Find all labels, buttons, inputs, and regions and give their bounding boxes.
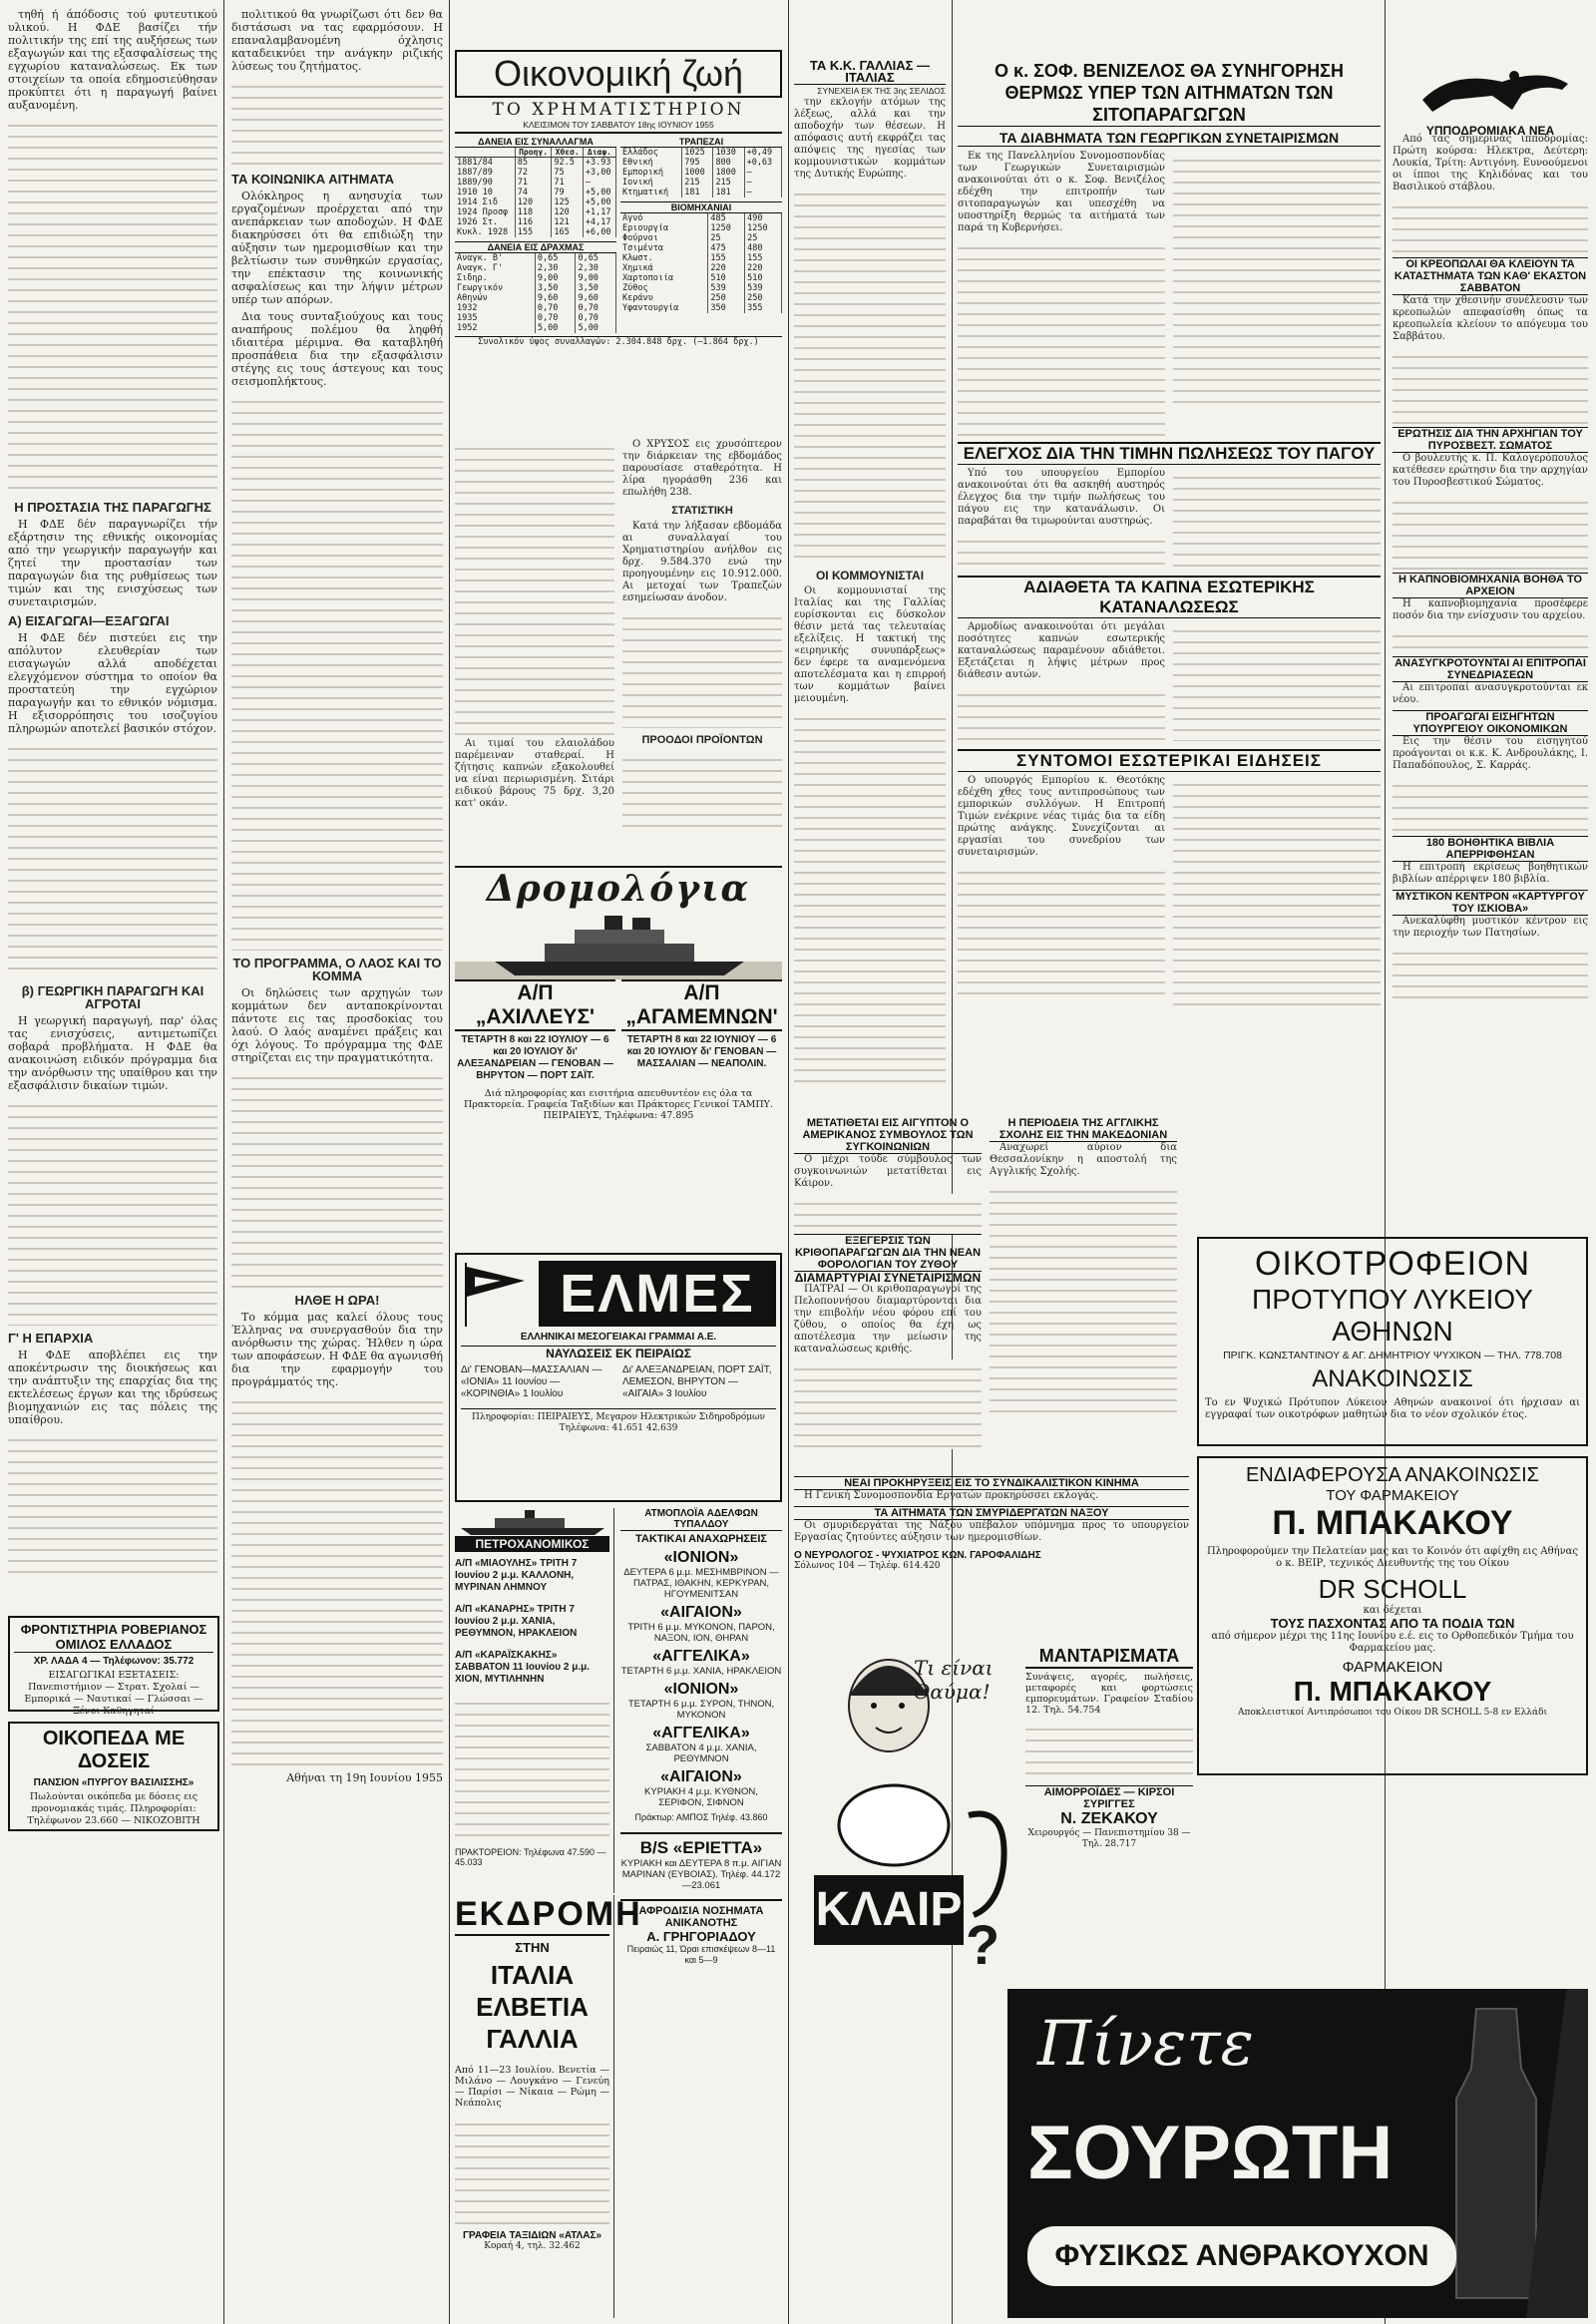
agent-info: Πληροφορίαι: ΠΕΙΡΑΙΕΥΣ, Μεγαρον Ηλεκτρικών Σιδηροδρόμων Τηλέφωνα: 41.651 42.639 xyxy=(461,1408,776,1434)
article-headline: Η ΚΑΠΝΟΒΙΟΜΗΧΑΝΙΑ ΒΟΗΘΑ ΤΟ ΑΡΧΕΙΟΝ xyxy=(1393,573,1588,598)
table-row: Κεράνυ 250 250 xyxy=(620,293,782,303)
article-text: Η επιτροπή εκρίσεως βοηθητικών βιβλίων απέρριψεν 180 βιβλία. xyxy=(1393,862,1588,885)
ship-name: «ΙΟΝΙΟΝ» xyxy=(663,1549,739,1566)
table-row: 1914 Σιδ 120 125 +5,00 xyxy=(455,197,616,207)
table-row: Ιονική 215 215 — xyxy=(620,178,782,188)
article-headline: ΟΙ ΚΡΕΟΠΩΛΑΙ ΘΑ ΚΛΕΙΟΥΝ ΤΑ ΚΑΤΑΣΤΗΜΑΤΑ ΤΩΝ ΚΑΘ' ΕΚΑΣΤΟΝ ΣΑΒΒΑΤΟΝ xyxy=(1394,258,1587,294)
ship-schedule: ΤΕΤΑΡΤΗ 6 μ.μ. ΣΥΡΟΝ, ΤΗΝΟΝ, ΜΥΚΟΝΟΝ xyxy=(627,1699,775,1721)
column-rule xyxy=(788,0,789,2324)
company-name: ΠΕΤΡΟΧΑΝΟΜΙΚΟΣ xyxy=(455,1536,609,1552)
table-row: 1889/90 71 71 — xyxy=(455,178,616,188)
article-heading: β) ΓΕΩΡΓΙΚΗ ΠΑΡΑΓΩΓΗ ΚΑΙ ΑΓΡΟΤΑΙ xyxy=(21,983,204,1011)
article-heading: ΗΛΘΕ Η ΩΡΑ! xyxy=(294,1293,380,1308)
article-heading: ΤΑ Κ.Κ. ΓΑΛΛΙΑΣ — ΙΤΑΛΙΑΣ xyxy=(794,60,946,85)
article-heading: ΤΑ ΚΟΙΝΩΝΙΚΑ ΑΙΤΗΜΑΤΑ xyxy=(231,172,395,187)
ad-body: από σήμερον μέχρι της 11ης Ιουνίου ε.έ. εις το Ορθοπεδικόν Τμήμα του Φαρμακείου μας. xyxy=(1211,1631,1574,1654)
pharmacy-name: Π. ΜΠΑΚΑΚΟΥ xyxy=(1293,1676,1492,1707)
finance-section xyxy=(455,50,782,429)
ad-slogan: Πίνετε xyxy=(1037,2007,1254,2080)
article-text: Η καπνοβιομηχανία προσέφερε ποσόν δια την ενίσχυσιν του αρχείου. xyxy=(1393,598,1588,621)
article-headline: ΑΔΙΑΘΕΤΑ ΤΑ ΚΑΠΝΑ ΕΣΩΤΕΡΙΚΗΣ ΚΑΤΑΝΑΛΩΣΕΩΣ xyxy=(958,576,1381,618)
article-text: Κατά την χθεσινήν συνέλευσιν των κρεοπωλών απεφασίσθη όπως τα κρεοπωλεία κλείουν το απόγευμα του Σαββάτου. xyxy=(1393,295,1588,342)
article-text: Αι επιτροπαί ανασυγκροτούνται εκ νέου. xyxy=(1393,682,1588,705)
ad-title: ΑΦΡΟΔΙΣΙΑ ΝΟΣΗΜΑΤΑ ΑΝΙΚΑΝΟΤΗΣ xyxy=(620,1899,782,1929)
ship-illustration xyxy=(455,910,782,979)
column-header xyxy=(455,148,515,158)
ad-title: ΜΑΝΤΑΡΙΣΜΑΤΑ xyxy=(1025,1646,1193,1669)
elmes-logo: ΕΛΜΕΣ xyxy=(539,1261,776,1327)
column-header: Διαφ. xyxy=(583,148,615,158)
text-block xyxy=(8,1430,217,1580)
article-text: Η ΦΔΕ αποβλέπει εις την αποκέντρωσιν της διοικήσεως και την ανάπτυξιν της επαρχίας δια της εκτελέσεως έργων και της ιδρύσεως βιομηχανιών εις τας πόλεις της υπαίθρου. xyxy=(8,1349,217,1426)
agent-info: Πράκτωρ: ΑΜΠΟΣ Τηλέφ. 43.860 xyxy=(634,1812,768,1822)
ship-schedule: Α/Π «ΚΑΡΑΪΣΚΑΚΗΣ» ΣΑΒΒΑΤΟΝ 11 Ιουνίου 2 μ.μ. ΧΙΟΝ, ΜΥΤΙΛΗΝΗΝ xyxy=(455,1650,590,1685)
article-text: Οι κομμουνισταί της Ιταλίας και της Γαλλίας ευρίσκονται εις δύσκολον θέσιν μετά τας τελευταίας εξελίξεις. Η τακτική της «ειρηνικής συνυπάρξεως» δεν έφερε τα αναμενόμενα αποτελέσματα και η επιρροή των κομμάτων βαίνει μειουμένη. xyxy=(794,585,946,704)
table-row: 1924 Προσφ 118 120 +1,17 xyxy=(455,207,616,217)
text-block xyxy=(622,750,782,830)
text-block xyxy=(958,685,1165,745)
shipping-section xyxy=(455,866,782,1247)
table-heading: ΔΑΝΕΙΑ ΕΙΣ ΣΥΝΑΛΛΑΓΜΑ xyxy=(455,137,616,148)
text-block xyxy=(794,709,946,1088)
text-block xyxy=(622,608,782,728)
article-text: ΠΑΤΡΑΙ — Οι κριθοπαραγωγοί της Πελοποννήσου διαμαρτύρονται δια την επιβολήν νέου φόρου επί του ζύθου, ο οποίος θα έχη ως αποτέλεσμα την μείωσιν της καταναλώσεως κριθής. xyxy=(794,1284,982,1355)
doctor-address: Σόλωνος 104 — Τηλέφ. 614.420 xyxy=(794,1561,941,1571)
klair-ad xyxy=(794,1646,1017,1985)
pharmacy-name: Π. ΜΠΑΚΑΚΟΥ xyxy=(1272,1504,1513,1542)
text-block xyxy=(231,392,443,951)
table-row: Τσιμέντα 475 480 xyxy=(620,243,782,253)
banks-table xyxy=(620,148,782,197)
ship-schedule: ΤΡΙΤΗ 6 μ.μ. ΜΥΚΟΝΟΝ, ΠΑΡΟΝ, ΝΑΞΟΝ, ΙΟΝ, ΘΗΡΑΝ xyxy=(627,1622,775,1644)
column-rule xyxy=(223,0,224,2324)
text-block xyxy=(958,863,1165,1002)
article-text: την εκλογήν ατόμων της λέξεως, αλλά και την αποδοχήν των θέσεων. Η απόφασις αυτή εκφράζει τας απόψεις της ηγεσίας των κομμουνιστικών κομμάτων της Δυτικής Ευρώπης. xyxy=(794,97,946,180)
text-block xyxy=(958,238,1165,438)
ad-text: και δέχεται xyxy=(1363,1605,1422,1616)
text-block xyxy=(455,1694,609,1843)
ad-title: ΟΙΚΟΠΕΔΑ ΜΕ ΔΟΣΕΙΣ xyxy=(42,1728,186,1772)
text-block xyxy=(1393,944,1588,1003)
ad-text: ΦΑΡΜΑΚΕΙΟΝ xyxy=(1342,1659,1443,1676)
agent-address: Κοραή 4, τηλ. 32.462 xyxy=(484,2241,581,2251)
article-text: Η Γενική Συνομοσπονδία Εργατών προκηρύσσει εκλογάς. xyxy=(804,1490,1099,1501)
ship-schedule: ΔΕΥΤΕΡΑ 6 μ.μ. ΜΕΣΗΜΒΡΙΝΟΝ — ΠΑΤΡΑΣ, ΙΘΑΚΗΝ, ΚΕΡΚΥΡΑΝ, ΗΓΟΥΜΕΝΙΤΣΑΝ xyxy=(623,1567,779,1600)
itinerary: Από 11—23 Ιουλίου. Βενετία — Μιλάνο — Λουγκάνο — Γενεύη — Παρίσι — Νίκαια — Ρώμη — Νεάπολις xyxy=(455,2065,609,2109)
article-text: Εκ της Πανελληνίου Συνομοσπονδίας των Γεωργικών Συνεταιρισμών ανακοινούται ότι ο κ. Σοφ. Βενιζέλος εδέχθη την επιτροπήν των σιτοπαραγωγών και υπεσχέθη να υποστηρίξη θερμώς τα αιτήματά των παρά τη Κυβερνήσει. xyxy=(958,151,1165,233)
table-row: Ζύθος 539 539 xyxy=(620,283,782,293)
ad-heading: ΑΝΑΚΟΙΝΩΣΙΣ xyxy=(1312,1365,1473,1392)
article-subheadline: ΤΑ ΔΙΑΒΗΜΑΤΑ ΤΩΝ ΓΕΩΡΓΙΚΩΝ ΣΥΝΕΤΑΙΡΙΣΜΩΝ xyxy=(958,130,1381,147)
article-heading: ΠΡΟΟΔΟΙ ΠΡΟΪΟΝΤΩΝ xyxy=(641,734,763,746)
ship-schedule: ΤΕΤΑΡΤΗ 8 και 22 ΙΟΥΝΙΟΥ — 6 και 20 ΙΟΥΛΙΟΥ δι' ΓΕΝΟΒΑΝ — ΜΑΣΣΑΛΙΑΝ — ΝΕΑΠΟΛΙΝ. xyxy=(626,1034,777,1069)
table-row: Κλωστ. 155 155 xyxy=(620,253,782,263)
article-headline: 180 ΒΟΗΘΗΤΙΚΑ ΒΙΒΛΙΑ ΑΠΕΡΡΙΦΘΗΣΑΝ xyxy=(1393,836,1588,862)
mandarismata-ad xyxy=(1025,1646,1193,1985)
article-headline: ΤΑ ΑΙΤΗΜΑΤΑ ΤΩΝ ΣΜΥΡΙΔΕΡΓΑΤΩΝ ΝΑΞΟΥ xyxy=(794,1506,1189,1520)
text-block xyxy=(794,185,946,564)
article-text: Αναχωρεί αύριον δια Θεσσαλονίκην η αποστολή της Αγγλικής Σχολής. xyxy=(990,1142,1177,1177)
text-block xyxy=(1173,621,1381,741)
column-2 xyxy=(231,8,443,1803)
racing-logo xyxy=(1393,60,1588,138)
ad-body: Πληροφορούμεν την Πελατείαν μας και το Κοινόν ότι αφίχθη εις Αθήνας ο κ. ΒΕΙΡ, τεχνικός Διευθυντής της του Οίκου xyxy=(1206,1546,1579,1569)
table-row: 1935 0,70 0,70 xyxy=(455,313,616,323)
table-row: 1910 10 74 79 +5,00 xyxy=(455,188,616,197)
company-name: ΑΤΜΟΠΛΟΪΑ ΑΔΕΛΦΩΝ ΤΥΠΑΛΔΟΥ xyxy=(620,1508,782,1531)
article-text: Ολόκληρος η ανησυχία των εργαζομένων προέρχεται από την ανεπάρκειαν των αποδοχών. Η ΦΔΕ διακηρύσσει ότι θα επιδιώξη την αύξησιν των ημερομισθίων και την βελτίωσιν των συνθηκών εργασίας, την επέκτασιν της κοινωνικής ασφαλίσεως και την λήψιν μέτρων υπέρ των απόρων. xyxy=(231,190,443,306)
petrochanomikos-ad xyxy=(455,1508,614,1893)
ad-title: ΕΚΔΡΟΜΗ xyxy=(455,1895,609,1936)
loans-table xyxy=(455,148,616,237)
ad-body: Το εν Ψυχικώ Πρότυπον Λύκειον Αθηνών ανακοινοί ότι ήρχισαν αι εγγραφαί των οικοτρόφων μαθητών δια το νέον σχολικόν έτος. xyxy=(1205,1397,1580,1420)
ad-footnote: Αποκλειστικοί Αντιπρόσωποι του Οίκου DR SCHOLL 5-8 εν Ελλάδι xyxy=(1237,1708,1548,1718)
section-title: ΥΠΠΟΔΡΟΜΙΑΚΑ ΝΕΑ xyxy=(1425,124,1555,138)
article-text: Αι τιμαί του ελαιολάδου παρέμειναν σταθεραί. Η ζήτησις καπνών εξακολουθεί να είναι περιωρισμένη. Σιτάρι ειδικού βάρους 75 δρχ. 3,20 κατ' οκάν. xyxy=(455,738,614,809)
article-date: Αθήναι τη 19η Ιουνίου 1955 xyxy=(286,1771,443,1784)
text-block xyxy=(1025,1720,1193,1779)
doctor-address: Πειραιώς 11, Ώραι επισκέψεων 8—11 και 5—9 xyxy=(626,1944,776,1965)
ship-name: Α/Π „ΑΧΙΛΛΕΥΣ' xyxy=(455,979,615,1031)
ship-schedule: Α/Π «ΚΑΝΑΡΗΣ» ΤΡΙΤΗ 7 Ιουνίου 2 μ.μ. ΧΑΝΙΑ, ΡΕΘΥΜΝΟΝ, ΗΡΑΚΛΕΙΟΝ xyxy=(455,1604,578,1639)
ship-name: «ΙΟΝΙΟΝ» xyxy=(663,1681,739,1698)
ad-text: ΤΟΥΣ ΠΑΣΧΟΝΤΑΣ ΑΠΟ ΤΑ ΠΟΔΙΑ ΤΩΝ xyxy=(1270,1616,1515,1631)
text-block xyxy=(958,532,1165,572)
company-name: ΕΛΛΗΝΙΚΑΙ ΜΕΣΟΓΕΙΑΚΑΙ ΓΡΑΜΜΑΙ Α.Ε. xyxy=(520,1332,717,1343)
column-4-bottom xyxy=(794,1476,1189,1636)
ship-name: «ΑΓΓΕΛΙΚΑ» xyxy=(652,1648,750,1665)
article-headline: Ο κ. ΣΟΦ. ΒΕΝΙΖΕΛΟΣ ΘΑ ΣΥΝΗΓΟΡΗΣΗ ΘΕΡΜΩΣ ΥΠΕΡ ΤΩΝ ΑΙΤΗΜΑΤΩΝ ΤΩΝ ΣΙΤΟΠΑΡΑΓΩΓΩΝ xyxy=(958,60,1381,127)
column-5 xyxy=(1393,134,1588,1031)
article-subheadline: ΔΙΑΜΑΡΤΥΡΙΑΙ ΣΥΝΕΤΑΙΡΙΣΜΩΝ xyxy=(794,1271,982,1285)
column-rule xyxy=(1385,0,1386,2324)
ad-subtitle: ΠΡΟΤΥΠΟΥ ΛΥΚΕΙΟΥ ΑΘΗΝΩΝ xyxy=(1252,1284,1533,1347)
table-row: Αγνό 485 490 xyxy=(620,213,782,223)
ad-address: ΠΡΙΓΚ. ΚΩΝΣΤΑΝΤΙΝΟΥ & ΑΓ. ΔΗΜΗΤΡΙΟΥ ΨΥΧΙΚΟΝ — ΤΗΛ. 778.708 xyxy=(1223,1350,1562,1361)
text-block xyxy=(1393,347,1588,427)
article-headline: ΕΡΩΤΗΣΙΣ ΔΙΑ ΤΗΝ ΑΡΧΗΓΙΑΝ ΤΟΥ ΠΥΡΟΣΒΕΣΤ. ΣΩΜΑΤΟΣ xyxy=(1393,427,1588,453)
text-block xyxy=(1173,775,1381,1014)
article-text: τηθή ή άπόδοσις τού φυτευτικού υλικού. Η ΦΔΕ βασίζει τήν πολιτικήν της επί της αυξήσεως των εξαγωγών και της εξασφαλίσεως της εγχωρίου καταναλώσεως. Εκ των στοιχείων τα οποία εδημοσιεύθησαν προκύπτει ότι η παραγωγή βαίνει αυξανομένη. xyxy=(8,8,217,112)
text-block xyxy=(455,2115,609,2224)
article-text: Ο βουλευτής κ. Π. Καλογερόπουλος κατέθεσεν ερώτησιν δια την αρχηγίαν του Πυροσβεστικού Σώματος. xyxy=(1393,453,1588,488)
section-title: Δρομολόγια xyxy=(486,868,751,910)
ad-subtitle: ΤΟΥ ΦΑΡΜΑΚΕΙΟΥ xyxy=(1326,1487,1459,1504)
finance-text-left xyxy=(455,439,614,858)
table-row: Χημικά 220 220 xyxy=(620,263,782,273)
article-text: Η γεωργική παραγωγή, παρ' όλας τας ενισχύσεις, αντιμετωπίζει σοβαρά προβλήματα. Η ΦΔΕ θα ανακοινώση ειδικόν πρόγραμμα δια την ανόρθωσιν της υπαίθρου και την εξασφάλισιν δικαίων τιμών. xyxy=(8,1014,217,1092)
article-heading: ΤΟ ΠΡΟΓΡΑΜΜΑ, Ο ΛΑΟΣ ΚΑΙ ΤΟ ΚΟΜΜΑ xyxy=(232,956,442,983)
ad-slogan: Τι είναι Θαύμα! xyxy=(914,1656,994,1704)
table-row: Αθηνών 9,60 9,60 xyxy=(455,293,616,303)
ship-schedule: ΚΥΡΙΑΚΗ και ΔΕΥΤΕΡΑ 8 π.μ. ΑΙΓΙΑΝ ΜΑΡΙΝΑΝ (ΕΥΒΟΙΑΣ). Τηλέφ. 44.172—23.061 xyxy=(620,1858,782,1891)
agent-info: ΠΡΑΚΤΟΡΕΙΟΝ: Τηλέφωνα 47.590 — 45.033 xyxy=(455,1847,606,1867)
closing-date: ΚΛΕΙΣΙΜΟΝ ΤΟΥ ΣΑΒΒΑΤΟΥ 18ης ΙΟΥΝΙΟΥ 1955 xyxy=(455,120,782,134)
article-text: Η ΦΔΕ δέν παραγνωρίζει τήν εξάρτησιν της εθνικής οικονομίας από την γεωργικήν παραγωγήν και ζητεί την προστασίαν των παραγωγών δια της ρυθμίσεως των τιμών και της ενισχύσεως των συνεταιρισμών. xyxy=(8,518,217,608)
sourotis-ad xyxy=(1007,1989,1588,2318)
klair-logo: ΚΛΑΙΡ xyxy=(815,1883,963,1936)
text-block xyxy=(231,77,443,167)
table-heading: ΒΙΟΜΗΧΑΝΙΑΙ xyxy=(620,201,782,213)
destination-list: ΙΤΑΛΙΑ ΕΛΒΕΤΙΑ ΓΑΛΛΙΑ xyxy=(476,1960,589,2054)
table-row: Κτηματική 181 181 — xyxy=(620,188,782,197)
doctor-name: Ο ΝΕΥΡΟΛΟΓΟΣ - ΨΥΧΙΑΤΡΟΣ ΚΩΝ. ΓΑΡΟΦΑΛΙΔΗΣ xyxy=(794,1550,1041,1561)
ad-tagline: ΦΥΣΙΚΩΣ ΑΝΘΡΑΚΟΥΧΟΝ xyxy=(1027,2226,1456,2286)
ad-subtitle: ΤΑΚΤΙΚΑΙ ΑΝΑΧΩΡΗΣΕΙΣ xyxy=(634,1533,768,1545)
text-block xyxy=(794,1194,982,1234)
text-block xyxy=(231,1392,443,1771)
section-title: Οικονομική ζωή xyxy=(455,50,782,98)
column-header: Χθεσ. xyxy=(552,148,583,158)
ship-schedule: ΤΕΤΑΡΤΗ 8 και 22 ΙΟΥΛΙΟΥ — 6 και 20 ΙΟΥΛΙΟΥ δι' ΑΛΕΞΑΝΔΡΕΙΑΝ — ΓΕΝΟΒΑΝ — ΒΗΡΥΤΟΝ — ΠΟΡΤ ΣΑΪΤ. xyxy=(457,1034,613,1081)
table-heading: ΤΡΑΠΕΖΑΙ xyxy=(620,137,782,148)
article-headline: ΕΞΕΓΕΡΣΙΣ ΤΩΝ ΚΡΙΘΟΠΑΡΑΓΩΓΩΝ ΔΙΑ ΤΗΝ ΝΕΑΝ ΦΟΡΟΛΟΓΙΑΝ ΤΟΥ ΖΥΘΟΥ xyxy=(794,1235,982,1271)
table-row: Εθνική 795 800 +0,63 xyxy=(620,158,782,168)
ship-schedule: ΚΥΡΙΑΚΗ 4 μ.μ. ΚΥΘΝΟΝ, ΣΕΡΙΦΟΝ, ΣΙΦΝΟΝ xyxy=(644,1786,758,1808)
table-row: Κυκλ. 1928 155 165 +6,00 xyxy=(455,227,616,237)
text-block xyxy=(231,1068,443,1288)
ship-name: «ΑΓΓΕΛΙΚΑ» xyxy=(652,1725,750,1742)
pharmacy-ad xyxy=(1197,1456,1588,1775)
flag-icon xyxy=(461,1259,531,1329)
text-block xyxy=(455,439,614,738)
article-text: πολιτικού θα γνωρίζωσι ότι δεν θα διστάσωσι να τας εφαρμόσουν. Η επαναλαμβανομένη όχλησις καταδεικνύει την ανάγκην ριζικής λύσεως του ζητήματος. xyxy=(231,8,443,73)
table-row: Αναγκ. Β' 0,65 0,65 xyxy=(455,253,616,263)
article-text: Το κόμμα μας καλεί όλους τους Έλληνας να συνεργασθούν δια την ανόρθωσιν της χώρας. Ήλθεν η ώρα των αποφάσεων. Η ΦΔΕ θα αγωνισθή δια την εφαρμογήν του προγράμματός της. xyxy=(231,1311,443,1388)
table-row: Γεωργικόν 3,50 3,50 xyxy=(455,283,616,293)
article-heading: Α) ΕΙΣΑΓΩΓΑΙ—ΕΞΑΓΩΓΑΙ xyxy=(8,613,170,628)
ship-illustration xyxy=(455,1508,610,1536)
article-text: Οι δηλώσεις των αρχηγών των κομμάτων δεν ανταποκρίνονται πάντοτε εις τας προσδοκίας του λαού. Ο λαός αναμένει πράξεις και όχι λόγους. Το πρόγραμμα της ΦΔΕ στηρίζεται εις την πραγματικότητα. xyxy=(231,986,443,1064)
doctor-name: Α. ΓΡΗΓΟΡΙΑΔΟΥ xyxy=(646,1929,756,1944)
article-headline: ΠΡΟΑΓΩΓΑΙ ΕΙΣΗΓΗΤΩΝ ΥΠΟΥΡΓΕΙΟΥ ΟΙΚΟΝΟΜΙΚΩΝ xyxy=(1393,710,1588,736)
article-text: Οι σμυριδεργάται της Νάξου υπέβαλον υπόμνημα προς το υπουργείον Εργασίας ζητούντες αύξησιν των ημερομισθίων. xyxy=(794,1520,1189,1543)
frontistiria-ad xyxy=(8,1616,219,1717)
article-headline: Η ΠΕΡΙΟΔΕΙΑ ΤΗΣ ΑΓΓΛΙΚΗΣ ΣΧΟΛΗΣ ΕΙΣ ΤΗΝ ΜΑΚΕΔΟΝΙΑΝ xyxy=(990,1117,1177,1142)
text-block xyxy=(1393,626,1588,656)
article-headline: ΕΛΕΓΧΟΣ ΔΙΑ ΤΗΝ ΤΙΜΗΝ ΠΩΛΗΣΕΩΣ ΤΟΥ ΠΑΓΟΥ xyxy=(958,442,1381,465)
industries-table xyxy=(620,213,782,313)
doctor-name: Ν. ΖΕΚΑΚΟΥ xyxy=(1060,1810,1158,1827)
ship-name: Β/S «ΕΡΙΕΤΤΑ» xyxy=(620,1832,782,1858)
article-text: Η ΦΔΕ δέν πιστεύει εις την απόλυτον ελευθερίαν των εισαγωγών αλλά αποδέχεται ελεγχόμενον σύστημα το οποίον θα προστατεύη την εγχώριον παραγωγήν και το εθνικόν νόμισμα. Η εξισορρόπησις του ισοζυγίου πληρωμών αποτελεί βασικόν στόχον. xyxy=(8,631,217,735)
article-text: Υπό του υπουργείου Εμπορίου ανακοινούται ότι θα ασκηθή αυστηρός έλεγχος δια την τιμήν πωλήσεως του πάγου εις την κατανάλωσιν. Οι παραβάται θα τιμωρούνται αυστηρώς. xyxy=(958,468,1165,527)
column-rule xyxy=(449,0,450,2324)
ad-body: ΕΙΣΑΓΩΓΙΚΑΙ ΕΞΕΤΑΣΕΙΣ: Πανεπιστήμιον — Στρατ. Σχολαί — Εμπορικά — Ναυτικαί — Γλώσσαι — Ξένοι Καθηγηταί xyxy=(24,1670,203,1717)
ship-schedule: ΣΑΒΒΑΤΟΝ 4 μ.μ. ΧΑΝΙΑ, ΡΕΘΥΜΝΟΝ xyxy=(645,1743,757,1764)
article-text: Ο ΧΡΥΣΟΣ εις χρυσόπτερον την διάρκειαν της εβδομάδος παρουσίασε σταθερότητα. Η λίρα ηγοράσθη 236 και επωλήθη 238. xyxy=(622,439,782,498)
oikotrofeion-ad xyxy=(1197,1237,1588,1446)
ship-name: «ΑΙΓΑΙΟΝ» xyxy=(660,1604,742,1621)
table-row: Χαρτοποιία 510 510 xyxy=(620,273,782,283)
ad-text: ΣΤΗΝ xyxy=(515,1940,550,1955)
ad-subtitle: ΠΑΝΣΙΟΝ «ΠΥΡΓΟΥ ΒΑΣΙΛΙΣΣΗΣ» xyxy=(33,1777,195,1788)
ad-body: Πωλούνται οικόπεδα με δόσεις εις προνομιακάς τιμάς. Πληροφορίαι: Τηλέφωνον 23.660 — ΝΙΚΟΖΟΒΙΤΗ xyxy=(27,1791,200,1826)
text-block xyxy=(8,116,217,495)
text-block xyxy=(1393,493,1588,573)
text-block xyxy=(1173,468,1381,568)
text-block xyxy=(1173,151,1381,412)
table-row: 1926 Στ. 116 121 +4,17 xyxy=(455,217,616,227)
ship-schedule: ΤΕΤΑΡΤΗ 6 μ.μ. ΧΑΝΙΑ, ΗΡΑΚΛΕΙΟΝ xyxy=(620,1666,782,1677)
article-headline: ΣΥΝΤΟΜΟΙ ΕΣΩΤΕΡΙΚΑΙ ΕΙΔΗΣΕΙΣ xyxy=(958,749,1381,772)
column-header: Προηγ. xyxy=(515,148,552,158)
article-headline: ΝΕΑΙ ΠΡΟΚΗΡΥΞΕΙΣ ΕΙΣ ΤΟ ΣΥΝΔΙΚΑΛΙΣΤΙΚΟΝ ΚΙΝΗΜΑ xyxy=(794,1476,1189,1490)
text-block xyxy=(8,1096,217,1326)
text-block xyxy=(1393,776,1588,836)
ad-title: ΦΡΟΝΤΙΣΤΗΡΙΑ ΡΟΒΕΡΙΑΝΟΣ ΟΜΙΛΟΣ ΕΛΛΑΔΟΣ xyxy=(14,1622,213,1653)
article-headline: ΜΥΣΤΙΚΟΝ ΚΕΝΤΡΟΝ «ΚΑΡΤΥΡΓΟΥ ΤΟΥ ΙΣΚΙΟΒΑ» xyxy=(1393,890,1588,916)
ship-schedule: Α/Π «ΜΙΑΟΥΛΗΣ» ΤΡΙΤΗ 7 Ιουνίου 2 μ.μ. ΚΑΛΛΟΝΗ, ΜΥΡΙΝΑΝ ΛΗΜΝΟΥ xyxy=(455,1558,578,1593)
table-row: Σιδηρ. 9,00 9,00 xyxy=(455,273,616,283)
article-text: Αρμοδίως ανακοινούται ότι μεγάλαι ποσότητες καπνών εσωτερικής καταναλώσεως παραμένουν αδιάθετοι. Εξετάζεται η λήψις μέτρων προς διάθεσιν αυτών. xyxy=(958,621,1165,680)
ad-subtitle: ΑΙΜΟΡΡΟΪΔΕΣ — ΚΙΡΣΟΙ ΣΥΡΙΓΓΕΣ xyxy=(1025,1785,1193,1810)
text-block xyxy=(794,1359,982,1449)
section-subtitle: ΤΟ ΧΡΗΜΑΤΙΣΤΗΡΙΟΝ xyxy=(492,100,745,120)
article-heading: ΣΤΑΤΙΣΤΙΚΗ xyxy=(671,505,733,517)
article-text: Κατά την λήξασαν εβδομάδα αι συναλλαγαί του Χρηματιστηρίου ανήλθον εις δρχ. 9.584.370 ενώ την προηγουμένην εις 10.912.000. Αι μετοχαί των Τραπεζών εσημείωσαν άνοδον. xyxy=(622,521,782,603)
total-volume: Συνολικόν ύψος συναλλαγών: 2.304.848 δρχ. (—1.864 δρχ.) xyxy=(455,336,782,347)
article-text: Ο υπουργός Εμπορίου κ. Θεοτόκης εδέχθη χθες τους αντιπροσώπους των εμπορικών συλλόγων. Η Επιτροπή Τιμών ενέκρινε νέας τιμάς δια τα είδη πρώτης ανάγκης. Συνεχίζονται αι εργασίαι του συνεδρίου των συνεταιρισμών. xyxy=(958,775,1165,858)
sourotis-logo: ΣΟΥΡΩΤΗ xyxy=(1027,2111,1394,2195)
table-row: 1887/89 72 75 +3,00 xyxy=(455,168,616,178)
table-row: Ελλάδος 1025 1030 +0,49 xyxy=(620,148,782,158)
continuation-note: ΣΥΝΕΧΕΙΑ ΕΚ ΤΗΣ 3ης ΣΕΛΙΔΟΣ xyxy=(817,86,946,96)
ad-body: Συνάψεις, αγορές, πωλήσεις, μεταφορές και φορτώσεις εμπορευμάτων. Γραφείον Σταδίου 12. Τηλ. 54.754 xyxy=(1025,1672,1193,1716)
doctor-address: Χειρουργός — Πανεπιστημίου 38 — Τηλ. 28.717 xyxy=(1027,1828,1191,1849)
article-text: Ανεκαλύφθη μυστικόν κέντρον εις την περιοχήν των Πατησίων. xyxy=(1393,916,1588,939)
table-row: 1952 5,00 5,00 xyxy=(455,323,616,333)
table-row: Υφαντουργία 350 355 xyxy=(620,303,782,313)
article-heading: Η ΠΡΟΣΤΑΣΙΑ ΤΗΣ ΠΑΡΑΓΩΓΗΣ xyxy=(14,500,211,515)
elmes-ad xyxy=(455,1253,782,1502)
ad-title: ΟΙΚΟΤΡΟΦΕΙΟΝ xyxy=(1254,1245,1531,1283)
text-block xyxy=(8,739,217,978)
ship-name: «ΑΙΓΑΙΟΝ» xyxy=(660,1768,742,1785)
column-1 xyxy=(8,8,217,1604)
article-text: Δια τους συνταξιούχους και τους αναπήρους πολέμου θα ληφθή ιδιαιτέρα μέριμνα. Θα καταβληθή προσπάθεια δια την εξασφάλισιν στέγης εις τους άστεγους και τους σεισμοπλήκτους. xyxy=(231,310,443,388)
table-row: 1932 0,70 0,70 xyxy=(455,303,616,313)
table-row: Εμπορική 1000 1800 — xyxy=(620,168,782,178)
typaldos-ad xyxy=(620,1508,782,2007)
table-row: Αναγκ. Γ' 2,30 2,30 xyxy=(455,263,616,273)
table-row: 1881/84 85 92.5 +3.93 xyxy=(455,158,616,169)
ship-name: Α/Π „ΑΓΑΜΕΜΝΩΝ' xyxy=(621,979,782,1031)
horse-icon xyxy=(1393,60,1588,120)
article-headline: ΜΕΤΑΤΙΘΕΤΑΙ ΕΙΣ ΑΙΓΥΠΤΟΝ Ο ΑΜΕΡΙΚΑΝΟΣ ΣΥΜΒΟΥΛΟΣ ΤΩΝ ΣΥΓΚΟΙΝΩΝΙΩΝ xyxy=(794,1117,982,1154)
ad-subtitle: ΝΑΥΛΩΣΕΙΣ ΕΚ ΠΕΙΡΑΙΩΣ xyxy=(461,1346,776,1360)
article-text: Από τας σημερινάς ιπποδρομίας: Πρώτη κούρσα: Ηλεκτρα, Δεύτερη: Λουκία, Τρίτη: Αντιγόνη. Ευνοούμενοι οι ίπποι της Κηλιδόνας και του Βασιλικού στάβλου. xyxy=(1393,134,1588,193)
article-heading: Γ' Η ΕΠΑΡΧΙΑ xyxy=(8,1331,94,1346)
drachma-loans-table xyxy=(455,253,616,333)
oikopeda-ad xyxy=(8,1722,219,1831)
article-headline: ΑΝΑΣΥΓΚΡΟΤΟΥΝΤΑΙ ΑΙ ΕΠΙΤΡΟΠΑΙ ΣΥΝΕΔΡΙΑΣΕΩΝ xyxy=(1393,656,1588,682)
brand-name: DR SCHOLL xyxy=(1318,1574,1467,1604)
venizelos-article xyxy=(958,60,1381,1107)
question-mark: ? xyxy=(966,1913,1000,1976)
article-text: Εις την θέσιν του εισηγητού προάγονται οι κ.κ. Κ. Ανδρουλάκης, Ι. Παπαδόπουλος, Σ. Καρράς. xyxy=(1393,736,1588,771)
article-heading: ΟΙ ΚΟΜΜΟΥΝΙΣΤΑΙ xyxy=(815,569,925,582)
column-4 xyxy=(794,60,946,1157)
route-right: Δι' ΑΛΕΞΑΝΔΡΕΙΑΝ, ΠΟΡΤ ΣΑΪΤ, ΛΕΜΕΣΟΝ, ΒΗΡΥΤΟΝ — «ΑΙΓΑΙΑ» 3 Ιουλίου xyxy=(622,1364,772,1399)
agent-name: ΓΡΑΦΕΙΑ ΤΑΞΙΔΙΩΝ «ΑΤΛΑΣ» xyxy=(462,2230,602,2241)
article-text: Ο μέχρι τούδε σύμβουλος των συγκοινωνιών μετατίθεται εις Κάιρον. xyxy=(794,1154,982,1189)
ad-subtitle: ΧΡ. ΛΑΔΑ 4 — Τηλέφωνον: 35.772 xyxy=(33,1656,195,1667)
table-row: Εριουργία 1250 1250 xyxy=(620,223,782,233)
text-block xyxy=(990,1182,1177,1421)
finance-text-right xyxy=(622,439,782,858)
table-row: Φούρνοι 25 25 xyxy=(620,233,782,243)
table-heading: ΔΑΝΕΙΑ ΕΙΣ ΔΡΑΧΜΑΣ xyxy=(455,241,616,253)
route-left: Δι' ΓΕΝΟΒΑΝ—ΜΑΣΣΑΛΙΑΝ — «ΙΟΝΙΑ» 11 Ιουνίου — «ΚΟΡΙΝΘΙΑ» 1 Ιουλίου xyxy=(461,1364,602,1399)
agent-info: Διά πληροφορίας και εισιτήρια απευθυντέον εις όλα τα Πρακτορεία. Γραφεία Ταξιδίων και Πράκτορες Γενικοί ΤΑΜΠΥ. ΠΕΙΡΑΙΕΥΣ, Τηλέφωνα: 47.895 xyxy=(464,1088,773,1121)
text-block xyxy=(1393,197,1588,257)
ad-title: ΕΝΔΙΑΦΕΡΟΥΣΑ ΑΝΑΚΟΙΝΩΣΙΣ xyxy=(1245,1464,1540,1486)
excursion-ad xyxy=(455,1895,642,2318)
